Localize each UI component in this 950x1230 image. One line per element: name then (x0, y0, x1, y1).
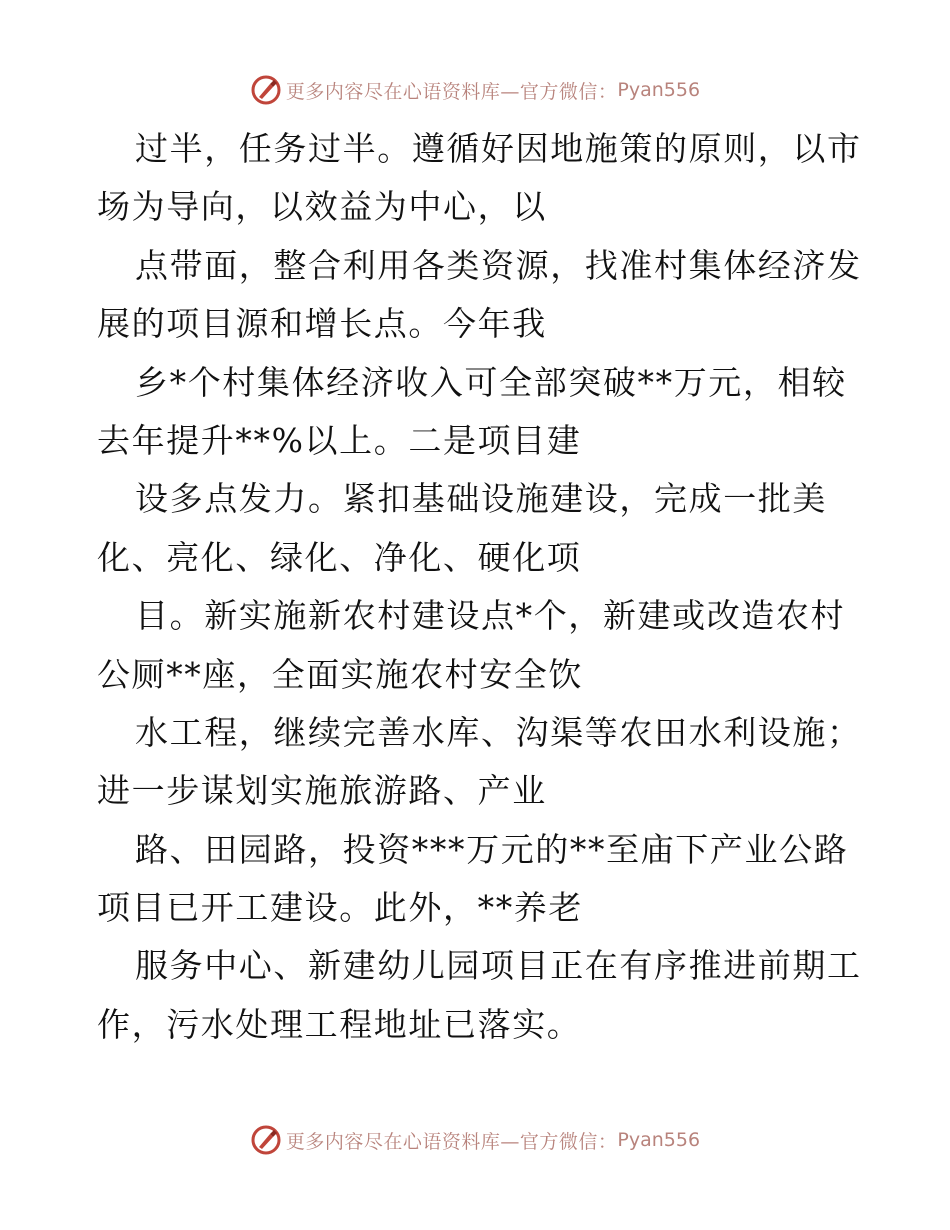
text-line: 乡*个村集体经济收入可全部突破**万元，相较 (135, 362, 847, 402)
text-line: 设多点发力。紧扣基础设施建设，完成一批美 (135, 479, 827, 519)
document-body (97, 120, 862, 1054)
text-line: 目。新实施新农村建设点*个，新建或改造农村 (135, 596, 846, 636)
text-line: 水工程，继续完善水库、沟渠等农田水利设施； (135, 712, 862, 752)
watermark-wechat-id: Pyan556 (617, 1129, 701, 1151)
text-line: 化、亮化、绿化、净化、硬化项 (97, 537, 582, 577)
text-line: 进一步谋划实施旅游路、产业 (97, 771, 547, 811)
text-line: 公厕**座，全面实施农村安全饮 (97, 654, 583, 694)
text-line: 场为导向，以效益为中心，以 (97, 187, 547, 227)
text-line: 去年提升**%以上。二是项目建 (97, 420, 582, 460)
text-line: 点带面，整合利用各类资源，找准村集体经济发 (135, 245, 862, 285)
text-line: 展的项目源和增长点。今年我 (97, 304, 547, 344)
text-line: 项目已开工建设。此外，**养老 (97, 888, 583, 928)
watermark-text: 更多内容尽在心语资料库—官方微信： (285, 1130, 618, 1153)
pen-logo-icon (250, 74, 282, 106)
text-line: 作，污水处理工程地址已落实。 (97, 1004, 582, 1044)
watermark-text: 更多内容尽在心语资料库—官方微信： (285, 80, 618, 103)
text-line: 路、田园路，投资***万元的**至庙下产业公路 (135, 829, 849, 869)
text-line: 服务中心、新建幼儿园项目正在有序推进前期工 (135, 946, 862, 986)
footer-watermark (0, 1120, 950, 1160)
watermark-wechat-id: Pyan556 (617, 79, 701, 101)
text-line: 过半，任务过半。遵循好因地施策的原则，以市 (135, 129, 862, 168)
pen-logo-icon (250, 1124, 282, 1156)
header-watermark (0, 70, 950, 110)
